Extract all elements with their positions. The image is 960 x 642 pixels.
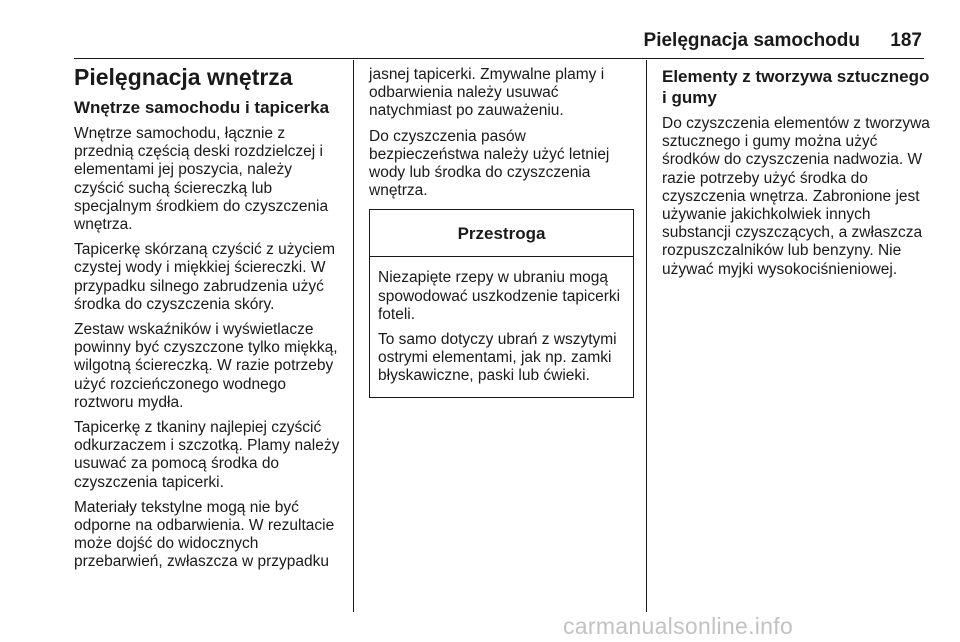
paragraph: Materiały tekstylne mogą nie być odporne na odbarwienia. W rezultacie może dojść do widocznych przebarwień, zwłaszcza w przypadku <box>74 498 335 571</box>
warning-title: Przestroga <box>370 210 633 257</box>
paragraph: jasnej tapicerki. Zmywalne plamy i odbarwienia należy usuwać natychmiast po zauważeniu. <box>369 66 605 120</box>
warning-paragraph: Niezapięte rzepy w ubraniu mogą spowodować uszkodzenie tapicerki foteli. <box>378 269 621 323</box>
paragraph: Do czyszczenia elementów z tworzywa sztucznego i gumy można użyć środków do czyszczenia nadwozia. W razie potrzeby użyć środka do czyszczenia wnętrza. Zabronione jest używanie jakichkolwiek innych substancji czyszczących, a zwłaszcza rozpuszczalników lub benzyny. Nie używać myjki wysokociśnieniowej. <box>662 115 930 278</box>
warning-box <box>369 209 634 397</box>
paragraph: Tapicerkę z tkaniny najlepiej czyścić odkurzaczem i szczotką. Plamy należy usuwać za pomocą środka do czyszczenia tapicerki. <box>74 419 340 491</box>
subsection-heading: Wnętrze samochodu i tapicerka <box>74 98 330 117</box>
paragraph: Do czyszczenia pasów bezpieczeństwa należy użyć letniej wody lub środka do czyszczenia wnętrza. <box>369 127 610 200</box>
column-divider-1 <box>353 60 354 612</box>
paragraph: Tapicerkę skórzaną czyścić z użyciem czystej wody i miękkiej ściereczki. W przypadku silnego zabrudzenia użyć środka do czyszczenia skóry. <box>74 241 335 313</box>
warning-paragraph: To samo dotyczy ubrań z wszytymi ostrymi elementami, jak np. zamki błyskawiczne, paski lub ćwieki. <box>378 331 617 385</box>
watermark: carmanualsonline.info <box>563 613 794 639</box>
running-header-title: Pielęgnacja samochodu <box>643 30 860 51</box>
page-number: 187 <box>890 30 922 51</box>
column-3 <box>662 66 930 286</box>
column-2 <box>369 66 634 398</box>
column-divider-2 <box>646 60 647 612</box>
paragraph: Wnętrze samochodu, łącznie z przednią częścią deski rozdzielczej i elementami jej poszycia, należy czyścić suchą ściereczką lub specjalnym środkiem do czyszczenia wnętrza. <box>74 125 329 234</box>
column-1 <box>74 64 344 579</box>
paragraph: Zestaw wskaźników i wyświetlacze powinny być czyszczone tylko miękką, wilgotną ściereczką. W razie potrzeby użyć rozcieńczonego wodnego roztworu mydła. <box>74 321 338 411</box>
warning-body <box>370 257 633 396</box>
subsection-heading: Elementy z tworzywa sztucznego i gumy <box>662 67 930 107</box>
header-rule <box>74 58 924 59</box>
section-heading: Pielęgnacja wnętrza <box>74 64 293 90</box>
